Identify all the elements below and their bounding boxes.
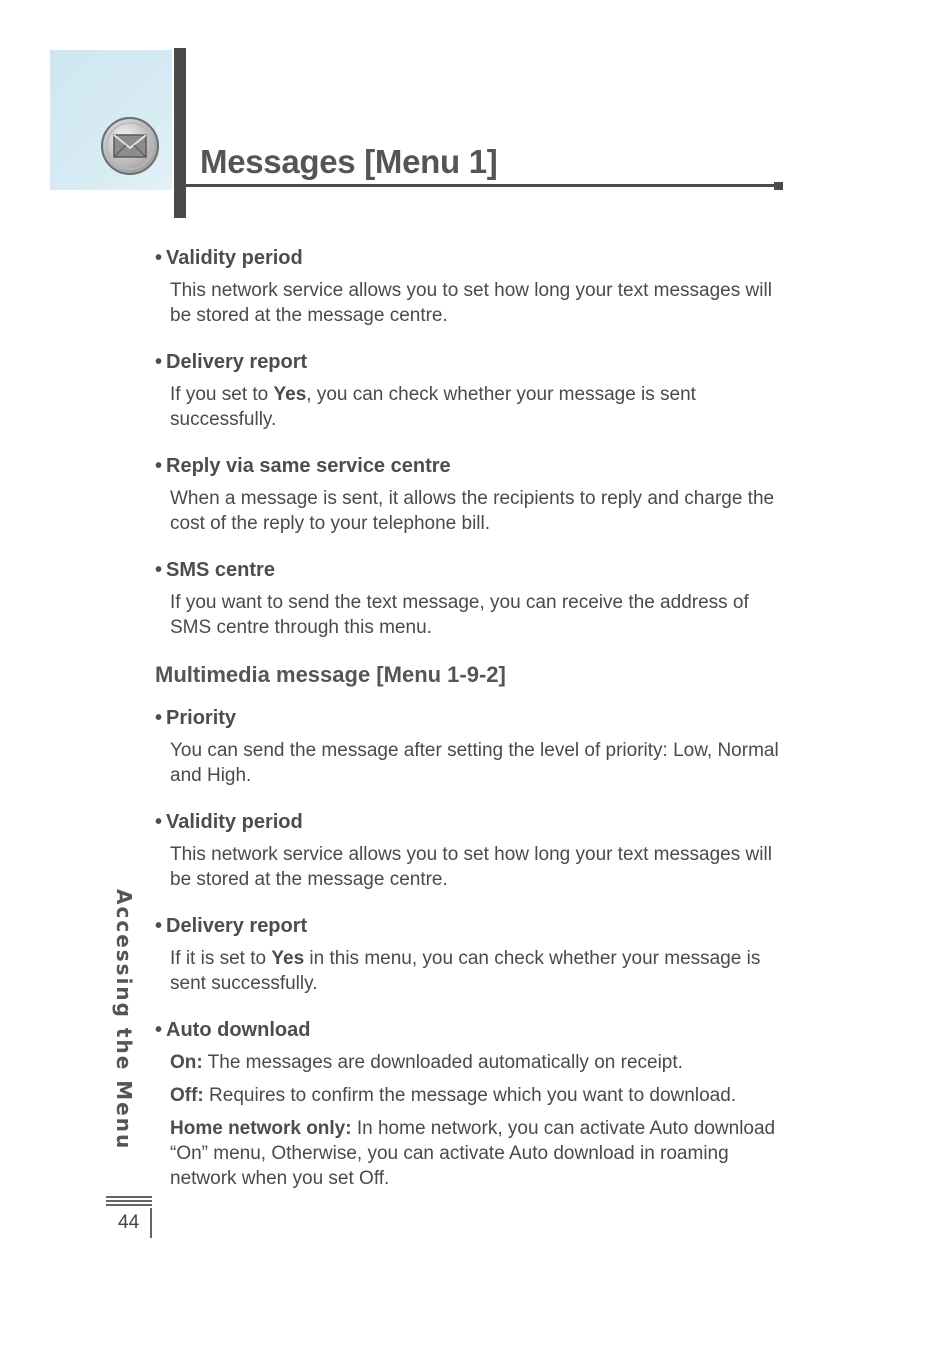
entry-mms-validity-period: [155, 810, 785, 892]
bullet: •: [155, 915, 163, 937]
entry-mms-delivery-report: [155, 914, 785, 996]
option-off: [170, 1083, 785, 1108]
page-content: [155, 246, 785, 1213]
bullet: •: [155, 1019, 163, 1041]
entry-reply-via-service-centre: [155, 454, 785, 536]
entry-body: [170, 946, 785, 996]
entry-auto-download: [155, 1018, 785, 1191]
entry-title: Auto download: [166, 1019, 311, 1041]
entry-sms-centre: [155, 558, 785, 640]
page-title: Messages [Menu 1]: [200, 143, 498, 180]
entry-title: SMS centre: [166, 559, 275, 581]
page-number-rule: [150, 1208, 152, 1238]
bullet: •: [155, 559, 163, 581]
entry-body: This network service allows you to set how long your text messages will be stored at the message centre.: [170, 280, 772, 326]
body-text: , you can check whether your message is sent successfully.: [170, 384, 696, 430]
body-text: If you set to: [170, 384, 274, 405]
entry-title: Reply via same service centre: [166, 455, 451, 477]
option-label: Off:: [170, 1085, 204, 1106]
entry-validity-period: [155, 246, 785, 328]
bullet: •: [155, 351, 163, 373]
side-section-label: Accessing the Menu: [112, 889, 136, 1151]
body-text: in this menu, you can check whether your message is sent successfully.: [170, 948, 761, 994]
entry-title: Delivery report: [166, 351, 308, 373]
entry-body: [170, 382, 785, 432]
option-home-network-only: [170, 1116, 785, 1191]
entry-body: If you want to send the text message, you can receive the address of SMS centre through this menu.: [170, 592, 749, 638]
entry-title: Delivery report: [166, 915, 308, 937]
option-label: On:: [170, 1052, 203, 1073]
entry-title: Validity period: [166, 247, 303, 269]
title-underline-end: [774, 182, 783, 190]
bullet: •: [155, 247, 163, 269]
option-text: The messages are downloaded automatically on receipt.: [202, 1052, 683, 1073]
envelope-icon: [100, 116, 160, 176]
entry-priority: [155, 706, 785, 788]
entry-body: This network service allows you to set how long your text messages will be stored at the message centre.: [170, 844, 772, 890]
side-rules: [106, 1196, 152, 1208]
entry-body: When a message is sent, it allows the recipients to reply and charge the cost of the reply to your telephone bill.: [170, 488, 775, 534]
option-label: Home network only:: [170, 1118, 352, 1139]
entry-body: You can send the message after setting the level of priority: Low, Normal and High.: [170, 740, 779, 786]
entry-delivery-report: [155, 350, 785, 432]
section-heading-multimedia: Multimedia message [Menu 1-9-2]: [155, 662, 506, 687]
header-vertical-bar: [174, 48, 186, 218]
entry-title: Validity period: [166, 811, 303, 833]
page-number: 44: [118, 1212, 140, 1233]
bullet: •: [155, 455, 163, 477]
title-underline: [186, 184, 778, 187]
option-on: [170, 1050, 785, 1075]
bullet: •: [155, 707, 163, 729]
body-bold: Yes: [273, 384, 307, 405]
entry-title: Priority: [166, 707, 237, 729]
option-text: In home network, you can activate Auto download “On” menu, Otherwise, you can activate Auto download in roaming network when you set Off.: [170, 1118, 776, 1189]
body-bold: Yes: [271, 948, 305, 969]
option-text: Requires to confirm the message which you want to download.: [203, 1085, 737, 1106]
bullet: •: [155, 811, 163, 833]
body-text: If it is set to: [170, 948, 272, 969]
